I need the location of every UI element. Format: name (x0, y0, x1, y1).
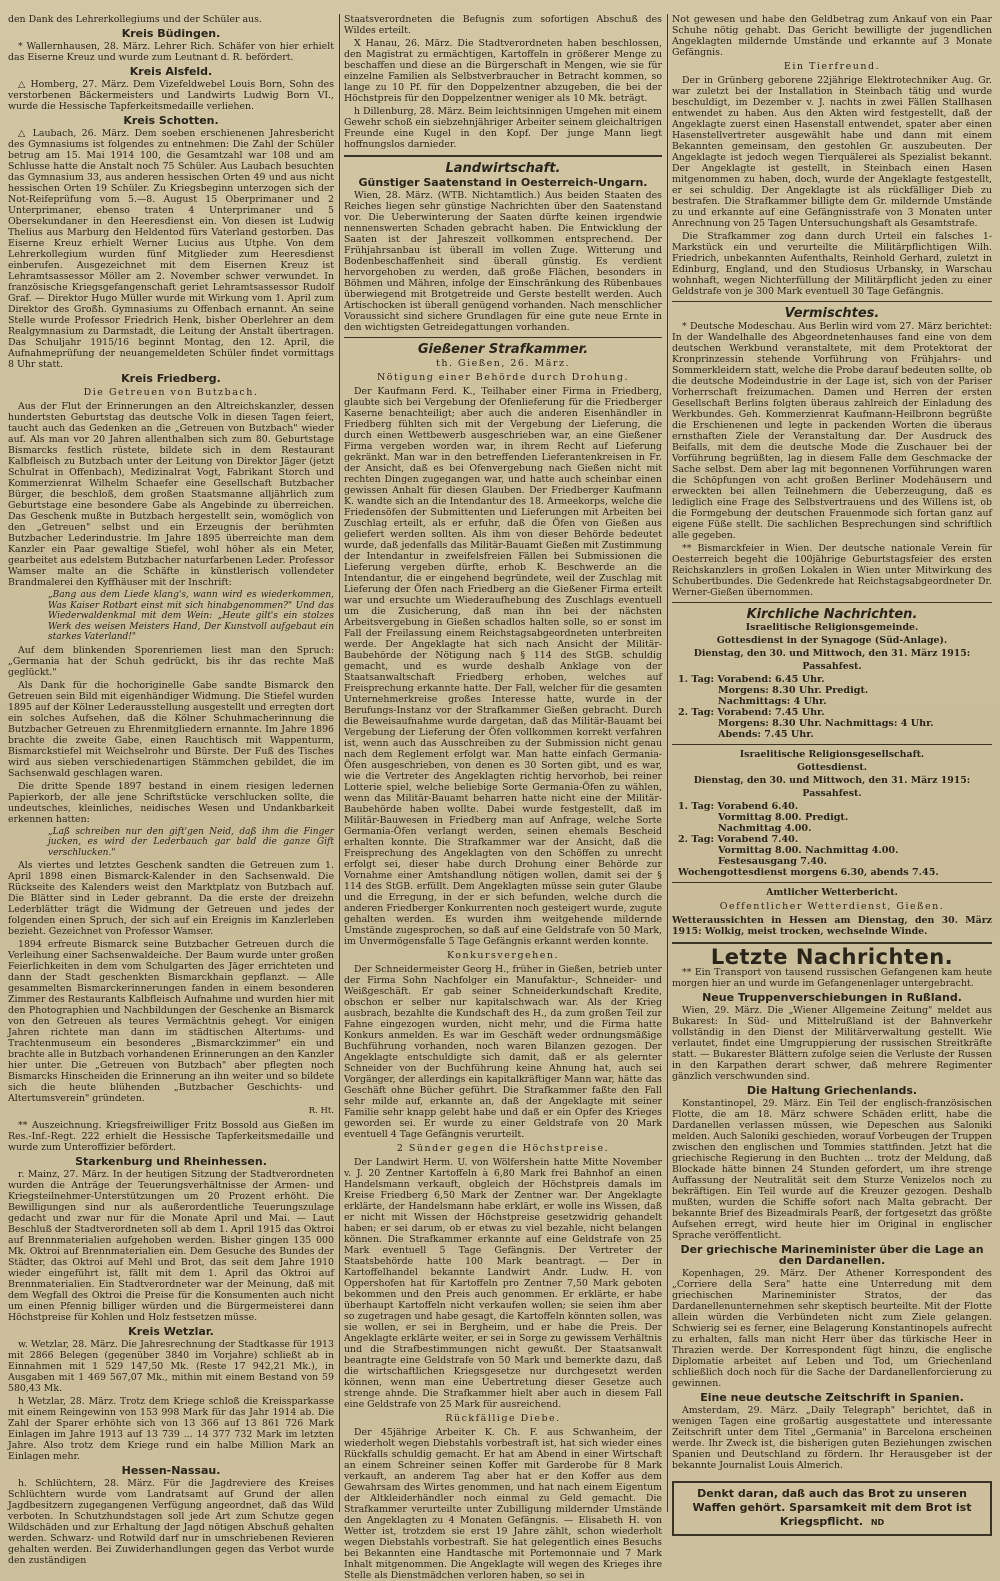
article-text: Der Landwirt Herm. U. von Wölfershein hatte Mitte November v. J. 20 Zentner Kartoffeln à 6,80 Mark frei Bahnhof an einen Handelsmann verkauft, obgleich der Höchstpreis damals im Kreise Friedberg 6,50 Mark der Zentner war. Der Angeklagte erklärte, der Handelsmann habe erklärt, er wolle ins Wissen, daß er nicht mit Wissen der Höchstpreise gesetzwidrig gehandelt haben; er sei darum, ob er etwas zu viel bezahle, nicht belangen können. Die Strafkammer erkannte auf eine Geldstrafe von 25 Mark eventuell 5 Tage Gefängnis. Der Vertreter der Staatsbehörde hatte 100 Mark beantragt. — Der in Kartoffelhandel bekannte Landwirt Andr. Ludw. H. von Oppershofen hat für Kartoffeln pro Zentner 7,50 Mark geboten bekommen und den Preis auch genommen. Er erklärte, er habe überhaupt Kartoffeln nicht verkaufen wollen; sie seien ihm aber so zugetragen und habe gesagt, die Kartoffeln könnten sollen, was sie wollen, er sei in Bergheim, und er habe die Preis. Der Angeklagte erklärte weiter, er sei in Sorge zu gewissem Verhältnis und die Strafbestimmungen nicht gewußt. Der Staatsanwalt beantragte eine Geldstrafe von 50 Mark und bemerkte dazu, daß die wirtschaftlichen Kriegsgesetze nur durchgesetzt werden können, wenn man eine Uebertretung dieser Gesetze auch strenge ahnde. Die Strafkammer hielt aber auch in diesem Fall eine Geldstrafe von 25 Mark für ausreichend. (344, 1157, 662, 1410)
article-text: Die dritte Spende 1897 bestand in einem riesigen ledernen Papierkorb, der alle jene Schriftstücke verschlucken sollte, die undeutsches, kleinliches, neidisches Wesen und Undankbarkeit erkennen hatten: (8, 780, 334, 825)
article-text: w. Wetzlar, 28. März. Die Jahresrechnung der Stadtkasse für 1913 mit 2866 Belegen (gegenüber 3840 im Vorjahre) schließt ab in Einnahmen mit 1 529 147,50 Mk. (Reste 17 942,21 Mk.), in Ausgaben mit 1 469 567,07 Mk., mithin mit einem Bestand von 59 580,43 Mk. (8, 1339, 334, 1394)
article-text: h Wetzlar, 28. März. Trotz dem Kriege schloß die Kreissparkasse mit einem Reingewinn von 153 998 Mark für das Jahr 1914 ab. Die Zahl der Sparer erhöhte sich von 13 366 auf 13 861 726 Mark Einlagen im Jahre 1913 auf 13 739 ... 14 377 732 Mark im letzten Jahre. Also trotz dem Kriege rund ein halbe Million Mark an Einlagen mehr. (8, 1396, 334, 1462)
section-divider (344, 155, 662, 157)
article-title: Neue Truppenverschiebungen in Rußland. (702, 991, 962, 1004)
article-text: ** Auszeichnung. Kriegsfreiwilliger Fritz Bossold aus Gießen im Res.-Inf.-Regt. 222 erhielt die Hessische Tapferkeitsmedaille und wurde zum Unteroffizier befördert. (8, 1120, 334, 1153)
schedule-line: Morgens: 8.30 Uhr. Predigt. (718, 685, 869, 696)
section-heading: Kreis Friedberg. (121, 372, 221, 385)
schedule-line: Festesausgang 7.40. (718, 856, 827, 867)
article-text: den Dank des Lehrerkollegiums und der Schüler aus. (8, 14, 262, 25)
service-schedule (678, 674, 992, 740)
article-title: Die Haltung Griechenlands. (746, 1084, 918, 1097)
schedule-line: 1. Tag: Vorabend: 6.45 Uhr. (678, 674, 825, 685)
notice-subtitle: Gottesdienst. (797, 762, 867, 773)
section-heading: Starkenburg und Rheinhessen. (75, 1155, 267, 1168)
schedule-line: Wochengottesdienst morgens 6.30, abends 7.45. (678, 867, 939, 878)
article-title: Rückfällige Diebe. (445, 1413, 561, 1424)
article-text: Auf dem blinkenden Sporenriemen liest man den Spruch: „Germania hat der Schuh gedrückt, bis ihr das rechte Maß geglückt." (8, 644, 334, 678)
article-text: X Hanau, 26. März. Die Stadtverordneten haben beschlossen, den Magistrat zu ermächtigen, Kartoffeln in größerer Menge zu beschaffen und diese an die Bürgerschaft in Mengen, wie sie für einzelne Familien als Selbstverbraucher in Betracht kommen, so lange zu 10 Pf. für den Doppelzentner abzugeben, die bei der Höchstpreis für den Doppelzentner weniger als 10 Mk. beträgt. (344, 38, 662, 104)
bread-appeal-text: Denkt daran, daß auch das Brot zu unseren Waffen gehört. Sparsamkeit mit dem Brot ist Kriegspflicht. (692, 1487, 972, 1528)
article-text: △ Homberg, 27. März. Dem Vizefeldwebel Louis Born, Sohn des verstorbenen Bäckermeisters und Landwirts Ludwig Born VI., wurde die Hessische Tapferkeitsmedaille verliehen. (8, 79, 334, 112)
article-text: Kopenhagen, 29. März. Der Athener Korrespondent des „Corriere della Sera" hatte eine Unterredung mit dem griechischen Marineminister Stratos, der das Dardanellenunternehmen sehr skeptisch beurteilte. Mit der Flotte allein würden die Verbündeten nicht zum Ziele gelangen. Schwierig sei es ferner, eine Belagerung Konstantinopels aufrecht zu erhalten, falls man nicht Herr über das türkische Heer in Thrazien werde. Der Korrespondent fügt hinzu, die englische Diplomatie arbeitet auf Leben und Tod, um Griechenland schließlich doch noch für die Sache der Dardanellenforcierung zu gewinnen. (672, 1268, 992, 1389)
article-text: Aus der Flut der Erinnerungen an den Altreichskanzler, dessen hundertsten Geburtstag das deutsche Volk in diesen Tagen feiert, taucht auch das Gedenken an die „Getreuen von Butzbach" wieder auf. Als man vor 20 Jahren allenthalben sich zum 80. Geburtstage Bismarcks festlich rüstete, bildete sich in dem Restaurant Kalbfleisch zu Butzbach unter der Leitung von Direktor Jäger (jetzt Schulrat in Offenbach), Medizinalrat Vogt, Fabrikant Storch und Kommerzienrat Wilhelm Schaefer eine Gesellschaft Butzbacher Bürger, die beschloß, dem großen Staatsmanne alljährlich zum Geburtstage eine besondere Gabe als Angebinde zu überreichen. Das Geschenk mußte in Butzbach hergestellt sein, womöglich von den „Getreuen" selbst und ein Erzeugnis der berühmten Butzbacher Lederindustrie. Im Jahre 1895 überreichte man dem Kanzler ein Paar gewaltige Stiefel, wohl höher als ein Meter, gearbeitet aus edelstem Butzbacher naturfarbenen Leder. Professor Wamser malte an die Schäfte in künstlerisch vollendeter Brandmalerei den Kyffhäuser mit der Inschrift: (8, 401, 334, 588)
article-title: Günstiger Saatenstand in Oesterreich-Ungarn. (358, 176, 648, 189)
notice-feast: Passahfest. (802, 661, 862, 672)
article-text: Als viertes und letztes Geschenk sandten die Getreuen zum 1. April 1898 einen Bismarck-Kalender in den Sachsenwald. Die Rückseite des Kalenders weist den Marktplatz von Butzbach auf. Die Blätter sind in Leder gebrannt. Da die erste der dreizehn Lederblätter trägt die Widmung der Getreuen und jedes der folgenden einen Spruch, der sich auf ein Ereignis im Kanzlerleben bezieht. Gezeichnet von Professor Wamser. (8, 860, 334, 937)
article-text: Wien, 28. März. (WTB. Nichtamtlich.) Aus beiden Staaten des Reiches liegen sehr günstige Nachrichten über den Saatenstand vor. Die Ueberwinterung der Saaten dürfte keinen irgendwie nennenswerten Schaden gebracht haben. Die Entwicklung der Saaten ist der Jahreszeit vollkommen entsprechend. Der Frühjahrsanbau ist überall im vollen Zuge. Witterung und Bodenbeschaffenheit sind überall günstig. Es verdient hervorgehoben zu werden, daß große Flächen, besonders in Böhmen und Mähren, infolge der Einschränkung des Rübenbaues überwiegend mit Brotgetreide und Gerste bestellt werden. Auch Artischocken ist überall genügend vorhanden. Nach menschlicher Voraussicht sind sichere Grundlagen für eine gute neue Ernte in den wichtigsten Getreidegattungen vorhanden. (344, 190, 662, 333)
article-text: Amsterdam, 29. März. „Daily Telegraph" berichtet, daß in wenigen Tagen eine großartig ausgestattete und interessante Zeitschrift unter dem Titel „Germania" in Barcelona erscheinen werde. Ihr Zweck ist, die bisherigen guten Beziehungen zwischen Spanien und Deutschland zu fördern. Ihr Herausgeber ist der bekannte Journalist Louis Almerich. (672, 1405, 992, 1471)
article-text: 1894 erfreute Bismarck seine Butzbacher Getreuen durch die Verleihung einer Sachsenwaldeiche. Der Baum wurde unter großen Feierlichkeiten in dem vom Schulgarten des Jäger errichteten und dann der Stadt geschenkten Bismarckhain gepflanzt. — Alle gesammelten Bismarckerinnerungen fanden in einem besonderen Zimmer des Restaurants Kalbfleisch Aufnahme und wurden hier mit den Photographien und Nachbildungen der Geschenke an Bismarck von den Getreuen als teures Vermächtnis gehegt. Vor einigen Jahren richtete man dann im städtischen Altertums- und Trachtenmuseum ein besonderes „Bismarckzimmer" ein und brachte alle in Butzbach vorhandenen Erinnerungen an den Kanzler hier unter. Die „Getreuen von Butzbach" aber pflegten noch Bismarcks Hinscheiden die Erinnerung an ihn weiter und so bildete sich die heute blühenden „Butzbacher Geschichts- und Altertumsverein" gründeten. (8, 939, 334, 1104)
section-divider (672, 882, 992, 883)
weather-text: Wetteraussichten in Hessen am Dienstag, den 30. März 1915: Wolkig, meist trocken, wechselnde Winde. (672, 915, 992, 937)
schedule-line: Abends: 7.45 Uhr. (718, 729, 814, 740)
article-title: Eine neue deutsche Zeitschrift in Spanien. (700, 1391, 964, 1404)
bread-appeal-signature: ND (870, 1518, 885, 1527)
column-left (8, 14, 334, 1566)
service-schedule (678, 801, 992, 878)
section-heading: Hessen-Nassau. (121, 1464, 221, 1477)
section-divider (672, 744, 992, 745)
schedule-line: Vormittag 8.00. Nachmittag 4.00. (718, 845, 899, 856)
schedule-line: 1. Tag: Vorabend 6.40. (678, 801, 799, 812)
schedule-line: Vormittag 8.00. Predigt. (718, 812, 849, 823)
section-heading: Kreis Büdingen. (121, 27, 221, 40)
weather-service: Oeffentlicher Wetterdienst, Gießen. (719, 901, 945, 912)
section-heading: Gießener Strafkammer. (417, 342, 589, 357)
article-text: Not gewesen und habe den Geldbetrag zum Ankauf von ein Paar Schuhe nötig gehabt. Das Gericht bewilligte der jugendlichen Angeklagten mildernde Umstände und erkannte auf 3 Monate Gefängnis. (672, 14, 992, 58)
section-heading: Landwirtschaft. (445, 161, 561, 176)
schedule-line: Nachmittags: 4 Uhr. (718, 696, 827, 707)
schedule-line: 2. Tag: Vorabend 7.40. (678, 834, 799, 845)
notice-title: Israelitische Religionsgesellschaft. (739, 749, 925, 760)
article-text: * Wallernhausen, 28. März. Lehrer Rich. Schäfer von hier erhielt das Eiserne Kreuz und wurde zum Leutnant d. R. befördert. (8, 41, 334, 63)
poem-text: „Bang aus dem Liede klang's, wann wird es wiederkommen, Was Kaiser Rotbart einst mit sich hinabgenommen?" Und das Wiederwaldenkmal mit dem Wein: „Heute gilt's ein stolzes Werk des weisen Meisters Hand, Der Kunstvoll aufgebaut ein starkes Vaterland!" (48, 590, 334, 642)
article-text: r. Mainz, 27. März. In der heutigen Sitzung der Stadtverordneten wurden die Anträge der Teuerungsverhältnisse der Armen- und Kriegsteilnehmer-Unterstützungen um 20 Prozent erhöht. Die Bewilligungen sind nur als außerordentliche Teuerungszulage gedacht und zwar nur für die Monate April und Mai. — Laut Beschluß der Stadtverordneten soll ab dem 1. April 1915 das Oktroi auf Brennmaterialien aufgehoben werden. Bisher gingen 135 000 Mk. Oktroi auf Brennmaterialien ein. Dem Gesuche des Bundes der Städter, das Oktroi auf Mehl und Brot, das seit dem Jahre 1910 wieder eingeführt ist, fällt mit dem 1. April das Oktroi auf Brennmaterialien. Ein Stadtverordneter war der Meinung, daß mit dem Wegfall des Oktroi die Preise für die Konsumenten auch nicht um einen Pfennig billiger würden und die Bürgermeisterei dann Höchstpreise für Kohlen und Holz festsetzen müsse. (8, 1169, 334, 1323)
section-heading: Vermischtes. (784, 306, 880, 321)
article-text: Der Schneidermeister Georg H., früher in Gießen, betrieb unter der Firma Sohn Nachfolger ein Manufaktur-, Schneider- und Weißgeschäft. Er gab seiner Schneiderkundschaft Kredite, obschon er selber nur kapitalschwach war. Als der Krieg ausbrach, bezahlte die Kundschaft des H., da zum großen Teil zur Fahne eingezogen wurden, nicht mehr, und die Firma hatte Konkurs anmelden. Es war im Geschäft weder ordnungsmäßige Buchführung vorhanden, noch waren Bilanzen gezogen. Der Angeklagte entschuldigte sich damit, daß er als gelernter Schneider von der Buchführung keine Ahnung hat, auch sei Vorgänger, der allerdings ein kapitalkräftiger Mann war, hätte das Geschäft ohne Bücher geführt. Die Strafkammer faßte den Fall sehr milde auf, erkannte an, daß der Angeklagte mit seiner Familie sehr knapp gelebt habe und daß er ein Opfer des Krieges geworden sei. Er wurde zu einer Geldstrafe von 20 Mark eventuell 4 Tage Gefängnis verurteilt. (344, 964, 662, 1140)
article-title: Nötigung einer Behörde durch Drohung. (376, 372, 629, 383)
article-text: * Deutsche Modeschau. Aus Berlin wird vom 27. März berichtet: In der Wandelhalle des Abgeordnetenhauses fand eine von dem deutschen Werkbund veranstaltete, mit dem Protektorat der Kronprinzessin stehende Vorführung von Frühjahrs- und Sommerkleidern statt, welche die Probe darauf bedeuten sollte, ob die deutsche Modeindustrie in der Lage ist, sich von der Pariser Vorherrschaft freizumachen. Damen und Herren der ersten Gesellschaft Berlins folgten überaus zahlreich der Einladung des Werkbundes. Geh. Kommerzienrat Kaufmann-Heilbronn begrüßte die Erschienenen und legte in packenden Worten die überaus ernsthaften Ziele der Veranstaltung dar. Der Ausdruck des Beifalls, mit dem die deutsche Mode die Zuschauer bei der Vorführung begrüßten, lag in diesem Falle dem Geschmacke der Sache selbst. Dem aber lag mit begonnenen Vorführungen waren die Schöpfungen von acht großen Berliner Modehäusern und erweckten bei allen Teilnehmern die Ueberzeugung, daß es lediglich eine Frage des Selbstvertrauens und des Willens ist, ob die Formgebung der deutschen Frauenmode sich fortan ganz auf eigene Füße stellt. Die sachlichen Besprechungen sind schriftlich alle gegeben. (672, 321, 992, 541)
article-title: Konkursvergehen. (446, 950, 560, 961)
column-right (672, 14, 992, 1528)
article-text: Der in Grünberg geborene 22jährige Elektrotechniker Aug. Gr. war zuletzt bei der Installation in Steinbach tätig und wurde beschuldigt, im Dezember v. J. nachts in zwei Fällen Stallhasen entwendet zu haben. Aus den Akten wird festgestellt, daß der Angeklagte zuerst einen Hasenstall entwendet, spater aber einen Hasenstellvertreter ausgewählt habe und dann mit einem Bekannten gemeinsam, den gestohlen Gr. auszubeuten. Der Angeklagte ist jedoch wegen Tierquälerei als Spezialist bekannt. Der Angeklagte ist gestellt, in Steinbach einen Hasen mitgenommen zu haben, doch, wurde der Angeklagte festgestellt, er sei schuldig. Der Angeklagte ist als rückfälliger Dieb zu bestrafen. Die Strafkammer billigte dem Gr. mildernde Umstände zu und erkannte auf eine Gefängnisstrafe von 3 Monaten unter Anrechnung von 25 Tagen Untersuchungshaft als Gesamtstrafe. (672, 75, 992, 229)
dateline: th. Gießen, 26. März. (436, 358, 570, 369)
section-divider (672, 301, 992, 302)
column-rule (339, 14, 340, 1512)
section-divider (672, 602, 992, 603)
notice-subtitle: Gottesdienst in der Synagoge (Süd-Anlage). (716, 635, 948, 646)
notice-dates: Dienstag, den 30. und Mittwoch, den 31. März 1915: (693, 775, 971, 786)
article-title: Ein Tierfreund. (783, 61, 881, 72)
section-heading: Kreis Wetzlar. (128, 1325, 214, 1338)
notice-feast: Passahfest. (802, 788, 862, 799)
section-heading: Kreis Schotten. (123, 114, 219, 127)
notice-dates: Dienstag, den 30. und Mittwoch, den 31. März 1915: (693, 648, 971, 659)
article-text: Konstantinopel, 29. März. Ein Teil der englisch-französischen Flotte, die am 18. März schwere Schäden erlitt, habe die Dardanellen verlassen müssen, wie Depeschen aus Saloniki melden. Auch Saloniki geschieden, worauf Vorbeugen der Truppen zwischen den englischen und Tommies stattfinden. Jetzt hat die griechische Regierung in den Buchten ... trotz der Meldung, daß Blockade hätte binnen 24 Stunden gefordert, um ihre strenge Auffassung der Neutralität seit dem Sturze Venizelos noch zu bekräftigen. Ein Teil wurde auf die Kreuzer gezogen. Deshalb mußten, wurden die Schiffe sofort nach Malta gebracht. Der bekannte Brief des Bizeadmirals Pearß, der fortgesetzt das größte Aufsehen erregt, wird heute hier im Original in englischer Sprache veröffentlicht. (672, 1098, 992, 1241)
schedule-line: 2. Tag: Vorabend: 7.45 Uhr. (678, 707, 825, 718)
section-heading: Kirchliche Nachrichten. (746, 607, 918, 622)
article-text: ** Bismarckfeier in Wien. Der deutsche nationale Verein für Oesterreich begeht die 100jährige Geburtstagsfeier des ersten Reichskanzlers in großen Lokalen in Wien unter Mitwirkung des Schubertbundes. Die Gedenkrede hat Reichstagsabgeordneter Dr. Werner-Gießen übernommen. (672, 543, 992, 598)
article-text: Staatsverordneten die Befugnis zum sofortigen Abschuß des Wildes erteilt. (344, 14, 662, 36)
column-middle (344, 14, 663, 1581)
article-text: △ Laubach, 26. März. Dem soeben erschienenen Jahresbericht des Gymnasiums ist folgendes zu entnehmen: Die Zahl der Schüler betrug am 15. Mai 1914 100, die Gesamtzahl war 108 und am Schlusse hatte die Anstalt noch 75 Schüler. Aus Laubach besuchten das Gymnasium 33, aus anderen hessischen Orten 49 und aus nicht hessischen Orten 19 Schüler. Zu Kriegsbeginn unterzogen sich der Not-Reifeprüfung vom 5.—8. August 15 Oberprimaner und 2 Unterprimaner, ebenso traten 4 Unterprimaner und 5 Obersekundaner in den Heeresdienst ein. Von diesen ist Ludwig Thelius aus Marburg den Heldentod fürs Vaterland gestorben. Das Eiserne Kreuz erhielt Werner Lucius aus Utphe. Von dem Lehrerkollegium wurden fünf Mitglieder zum Heeresdienst einberufen. Ausgezeichnet mit dem Eisernen Kreuz ist Lehramtsassessor Möller am 2. November schwer verwundet. In französische Kriegsgefangenschaft geriet Lehramtsassessor Rudolf Graf. — Direktor Hugo Müller wurde mit Wirkung vom 1. April zum Direktor des Großh. Gymnasiums zu Offenbach ernannt. An seine Stelle wurde Professor Friedrich Henk, bisher Oberlehrer an dem Realgymnasium zu Darmstadt, die Leitung der Anstalt übertragen. Das Schuljahr 1915/16 beginnt Montag, den 12. April, die Aufnahmeprüfung der neuangemeldeten Schüler findet vormittags 8 Uhr statt. (8, 128, 334, 370)
article-title: Die Getreuen von Butzbach. (83, 387, 259, 398)
author-signature: R. Ht. (308, 1106, 334, 1116)
schedule-line: Nachmittag 4.00. (718, 823, 812, 834)
article-text: h. Schlüchtern, 28. März. Für die Jagdreviere des Kreises Schlüchtern wurde vom Landratsamt auf Grund der allen Jagdbesitzern zugegangenen Verfügung angeordnet, daß das Wild verboten. In Schutzhundstagen soll jede Art zum Schutze gegen Wildschäden und zur Erhaltung der Jagd nötigen Abschuß gehalten werden. Schwarz- und Rotwild darf nur in umschriebenen Revieren gehalten werden. Bei Zuwiderhandlungen gegen das Verbot wurde den zuständigen (8, 1478, 334, 1566)
section-heading: Kreis Alsfeld. (129, 65, 213, 78)
article-title: Der griechische Marineminister über die Lage an den Dardanellen. (680, 1243, 984, 1267)
notice-title: Israelitische Religionsgemeinde. (745, 622, 919, 633)
article-text: Die Strafkammer zog dann durch Urteil ein falsches 1-Markstück ein und verurteilte die Militärpflichtigen Wilh. Friedrich, unbekannten Aufenthalts, Reinhold Gerhard, zuletzt in Edinburg, England, und den Studiosus Urbansky, in Warschau wohnhaft, wegen Nichterfüllung der Militärpflicht jeden zu einer Geldstrafe von je 300 Mark eventuell 30 Tage Gefängnis. (672, 231, 992, 297)
section-divider (344, 337, 662, 338)
latest-news-heading: Letzte Nachrichten. (710, 945, 954, 969)
article-text: h Dillenburg, 28. März. Beim leichtsinnigen Umgehen mit einem Gewehr schoß ein siebzehnjähriger Arbeiter seinem gleichaltrigen Freunde eine Kugel in den Kopf. Der junge Mann liegt hoffnungslos darnieder. (344, 106, 663, 150)
article-text: ** Ein Transport von tausend russischen Gefangenen kam heute morgen hier an und wurde im Gefangenenlager untergebracht. (672, 967, 992, 989)
poem-text: „Laß schreiben nur den gift'gen Neid, daß ihm die Finger jucken, es wird der Lederbauch gar bald die ganze Gift verschlucken." (48, 826, 334, 858)
article-text: Wien, 29. März. Die „Wiener Allgemeine Zeitung" meldet aus Bukarest: In Süd- und Mittelrußland ist der Bahnverkehr vollständig in den Dienst der Militärverwaltung gestellt. Wie verlautet, findet eine Umgruppierung der russischen Streitkräfte statt. — Bukarester Blättern zufolge seien die Verluste der Russen in den Karpathen derart schwer, daß mehrere Regimenter gänzlich verschwunden sind. (672, 1005, 992, 1082)
bread-appeal-box (672, 1481, 992, 1536)
article-text: Der Kaufmann Ferd. K., Teilhaber einer Firma in Friedberg, glaubte sich bei Vergebung der Ofenlieferung für die Friedberger Kaserne benachteiligt; aber auch die anderen Eisenhändler in Friedberg fühlten sich mit der Vergebung der Lieferung, die durch einen Wettbewerb ausgeschrieben war, an eine Gießener Firma vergeben worden war, in ihrem Recht auf Lieferung gekränkt. Man war in den betreffenden Lieferantenkreisen in Fr. der Ansicht, daß es bei Ofenvergebung nach Gießen nicht mit rechten Dingen zugegangen war, und hatte auch scheinbar einen gewissen Anhalt für diesen Glauben. Der Friedberger Kaufmann K. wandte sich an die Intendantur des 18. Armeekorps, welche die Friedensöfen der Submittenten und Lieferungen mit Arbeiten bei Zuschlag erteilt, als er erfuhr, daß die Öfen von Gießen aus geliefert werden sollten. Als ihm von dieser Behörde bedeutet wurde, daß jedenfalls das Militär-Bauamt Gießen mit Zustimmung der Intendantur in zweifelsfreien Fällen bei Submissionen die Lieferung vergeben dürfte, erhob K. Beschwerde an die Intendantur, die er eingehend begründete, weil der Zuschlag mit Lieferung der Öfen nach Friedberg an die Gießener Firma erteilt war und ersuchte um Wiederaufhebung des Zuschlags eventuell um die Zusicherung, daß man ihn bei der nächsten Arbeitsvergebung in Gießen schadlos halten solle, so er sonst im Fall der Freilassung einem Reichstagsabgeordneten unterbreiten werde. Der Angeklagte hat sich nach Ansicht der Militär-Baubehörde der Nötigung nach § 114 des StGB. schuldig gemacht, und es wurde deshalb Anklage von der Staatsanwaltschaft Friedberg erhoben, welches auf Freisprechung erkannte hatte. Der Fall, welcher für die gesamten Unternehmerkreise großes Interesse hatte, wurde in der Berufungs-Instanz vor der Strafkammer Gießen gebracht. Durch die Beweisaufnahme wurde dargetan, daß das Militär-Bauamt bei Vergebung der Lieferung der Öfen vollkommen korrekt verfahren ist, wenn auch das Ausschreiben zu der Submission nicht genau nach dem Reglement erfolgt war. Man hatte einfach Germania-Öfen ausgeschrieben, von denen es 30 Sorten gibt, und es war, wie die Vertreter des Angeklagten richtig hervorhob, bei reiner Lotterie spiel, welche beliebige Sorte Germania-Öfen zu wählen, wenn das Militär-Bauamt beharren hatte nicht eine der Militär-Baubehörde haben wollte. Dabei wurde festgestellt, daß im Militär-Bauwesen in Friedberg man auf Anfrage, welche Sorte Germania-Öfen verlangt werden, seinen ehemals Bescheid erhalten konnte. Die Strafkammer war der Ansicht, daß die Freisprechung des Angeklagten von den Schöffen zu unrecht erfolgt sei, dieser habe durch Drohung einer Behörde zur Vornahme einer Amtshandlung nötigen wollen, damit sei der § 114 des StGB. erfüllt. Dem Angeklagten müsse sein guter Glaube und die Erregung, in der er sich befunden, welche durch die anderen Friedberger Konkurrenten noch gesteigert wurde, zugute gehalten werden. Es wurden ihm weitgehende mildernde Umstände zugesprochen, so daß auf eine Geldstrafe von 50 Mark, im Unvermögensfalle 5 Tage Gefängnis erkannt werden konnte. (344, 386, 662, 947)
weather-heading: Amtlicher Wetterbericht. (766, 887, 898, 898)
article-title: 2 Sünder gegen die Höchstpreise. (396, 1143, 610, 1154)
article-text: Als Dank für die hochoriginelle Gabe sandte Bismarck den Getreuen sein Bild mit eigenhändiger Widmung. Die Stiefel wurden 1895 auf der Kölner Lederausstellung ausgestellt und erregten dort ein solches Aufsehen, daß die Kölner Schuhmacherinnung die Butzbacher Getreuen zu Ehrenmitgliedern ernannte. Im Jahre 1896 brachte die zweite Gabe, einen Rauchtisch mit Wappenturm, Bismarckstiefel mit Weichselrohr und Bürste. Der Fuß des Tisches wird aus sieben verschiedenartigen Stämmchen gebildet, die im Sachsenwald geschlagen waren. (8, 679, 334, 779)
schedule-line: Morgens: 8.30 Uhr. Nachmittags: 4 Uhr. (718, 718, 934, 729)
article-text: Der 45jährige Arbeiter K. Ch. F. aus Schwanheim, der wiederholt wegen Diebstahls vorbestraft ist, hat sich wieder eines Rückfalls schuldig gemacht. Er hat am Abend in einer Wirtschaft an einem Schreiner seinen Koffer mit Garderobe für 8 Mark verkauft, an anderem Tag aber hat er den Koffer aus dem Gewahrsam des Wirtes genommen, und hat nach einem Eigentum der Altkleiderhändler noch einmal zu Geld gemacht. Die Strafkammer verurteilte unter Zubilligung mildernder Umstände den Angeklagten zu 4 Monaten Gefängnis. — Elisabeth H. von Wetter ist, trotzdem sie erst 19 Jahre zählt, schon wiederholt wegen Diebstahls vorbestraft. Sie hat gelegentlich eines Besuchs bei Bekannten eine Handtasche mit Portemonnaie und 7 Mark Inhalt mitgenommen. Die Angeklagte will wegen des Krieges ihre Stelle als Dienstmädchen verloren haben, so sei in (344, 1427, 662, 1581)
column-rule (667, 14, 668, 1512)
section-divider (672, 942, 992, 944)
